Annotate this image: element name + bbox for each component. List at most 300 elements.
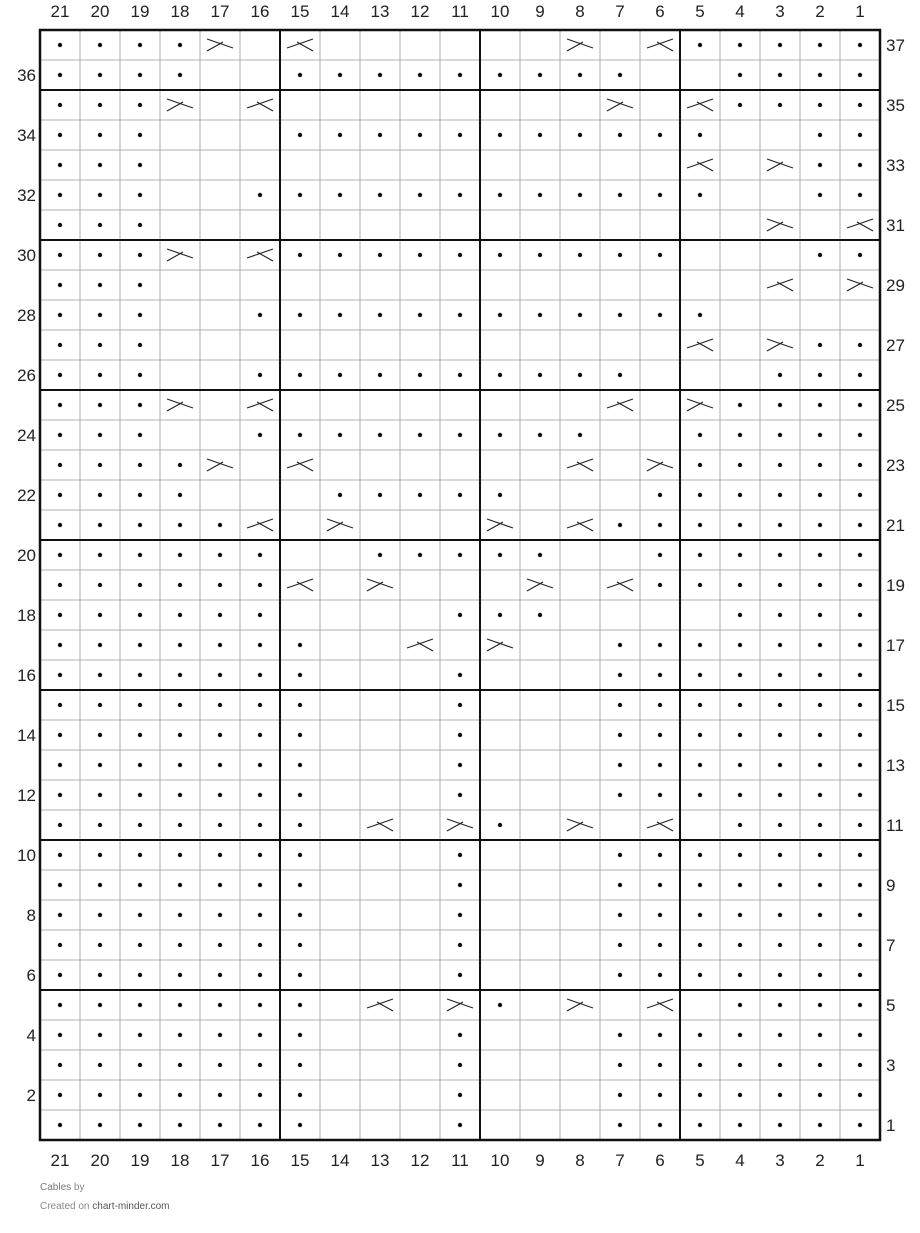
purl-dot	[218, 613, 222, 617]
purl-dot	[858, 193, 862, 197]
purl-dot	[738, 973, 742, 977]
column-number-bottom: 6	[655, 1151, 665, 1170]
purl-dot	[58, 313, 62, 317]
purl-dot	[618, 943, 622, 947]
purl-dot	[858, 943, 862, 947]
purl-dot	[298, 973, 302, 977]
row-number-right: 17	[886, 636, 905, 655]
column-number-bottom: 1	[855, 1151, 865, 1170]
purl-dot	[58, 793, 62, 797]
purl-dot	[258, 193, 262, 197]
purl-dot	[618, 853, 622, 857]
purl-dot	[698, 1033, 702, 1037]
purl-dot	[658, 1033, 662, 1037]
purl-dot	[538, 553, 542, 557]
purl-dot	[138, 883, 142, 887]
purl-dot	[858, 433, 862, 437]
purl-dot	[178, 673, 182, 677]
purl-dot	[218, 703, 222, 707]
purl-dot	[298, 253, 302, 257]
purl-dot	[658, 253, 662, 257]
purl-dot	[738, 763, 742, 767]
purl-dot	[698, 553, 702, 557]
row-number-right: 23	[886, 456, 905, 475]
purl-dot	[58, 1063, 62, 1067]
purl-dot	[138, 913, 142, 917]
purl-dot	[858, 253, 862, 257]
purl-dot	[258, 763, 262, 767]
row-number-left: 10	[17, 846, 36, 865]
purl-dot	[698, 193, 702, 197]
purl-dot	[618, 1033, 622, 1037]
purl-dot	[98, 553, 102, 557]
row-number-right: 21	[886, 516, 905, 535]
purl-dot	[58, 973, 62, 977]
purl-dot	[98, 43, 102, 47]
purl-dot	[418, 553, 422, 557]
purl-dot	[178, 733, 182, 737]
purl-dot	[138, 643, 142, 647]
purl-dot	[818, 253, 822, 257]
purl-dot	[538, 193, 542, 197]
purl-dot	[658, 673, 662, 677]
purl-dot	[458, 193, 462, 197]
purl-dot	[778, 43, 782, 47]
purl-dot	[458, 433, 462, 437]
purl-dot	[98, 313, 102, 317]
purl-dot	[378, 313, 382, 317]
purl-dot	[698, 1093, 702, 1097]
purl-dot	[178, 1003, 182, 1007]
purl-dot	[58, 343, 62, 347]
purl-dot	[178, 1123, 182, 1127]
purl-dot	[138, 463, 142, 467]
purl-dot	[858, 1033, 862, 1037]
purl-dot	[298, 913, 302, 917]
purl-dot	[738, 943, 742, 947]
row-number-left: 16	[17, 666, 36, 685]
purl-dot	[418, 73, 422, 77]
purl-dot	[658, 1063, 662, 1067]
purl-dot	[458, 763, 462, 767]
row-number-left: 32	[17, 186, 36, 205]
purl-dot	[418, 373, 422, 377]
column-number-bottom: 11	[451, 1151, 469, 1170]
purl-dot	[58, 883, 62, 887]
purl-dot	[138, 103, 142, 107]
purl-dot	[98, 253, 102, 257]
purl-dot	[258, 793, 262, 797]
purl-dot	[58, 733, 62, 737]
purl-dot	[258, 583, 262, 587]
purl-dot	[858, 883, 862, 887]
purl-dot	[658, 523, 662, 527]
purl-dot	[458, 883, 462, 887]
purl-dot	[858, 1063, 862, 1067]
purl-dot	[98, 343, 102, 347]
purl-dot	[618, 793, 622, 797]
row-number-right: 33	[886, 156, 905, 175]
purl-dot	[298, 1123, 302, 1127]
purl-dot	[778, 493, 782, 497]
purl-dot	[658, 973, 662, 977]
purl-dot	[138, 823, 142, 827]
row-number-left: 34	[17, 126, 36, 145]
column-number-bottom: 19	[130, 1151, 150, 1170]
purl-dot	[778, 763, 782, 767]
purl-dot	[298, 733, 302, 737]
purl-dot	[498, 493, 502, 497]
purl-dot	[778, 913, 782, 917]
purl-dot	[58, 673, 62, 677]
purl-dot	[858, 1003, 862, 1007]
purl-dot	[738, 1063, 742, 1067]
purl-dot	[818, 793, 822, 797]
purl-dot	[98, 583, 102, 587]
purl-dot	[298, 763, 302, 767]
purl-dot	[818, 883, 822, 887]
purl-dot	[298, 313, 302, 317]
purl-dot	[658, 553, 662, 557]
purl-dot	[458, 973, 462, 977]
purl-dot	[778, 1003, 782, 1007]
purl-dot	[818, 613, 822, 617]
purl-dot	[178, 583, 182, 587]
column-number-top: 10	[490, 2, 510, 21]
purl-dot	[178, 763, 182, 767]
row-number-right: 31	[886, 216, 905, 235]
row-number-left: 20	[17, 546, 36, 565]
purl-dot	[298, 673, 302, 677]
purl-dot	[378, 553, 382, 557]
purl-dot	[178, 913, 182, 917]
purl-dot	[858, 973, 862, 977]
purl-dot	[458, 1063, 462, 1067]
purl-dot	[98, 1123, 102, 1127]
purl-dot	[258, 1093, 262, 1097]
purl-dot	[858, 103, 862, 107]
purl-dot	[578, 73, 582, 77]
purl-dot	[778, 643, 782, 647]
purl-dot	[98, 643, 102, 647]
purl-dot	[138, 73, 142, 77]
column-number-bottom: 8	[575, 1151, 585, 1170]
purl-dot	[138, 853, 142, 857]
purl-dot	[178, 973, 182, 977]
purl-dot	[618, 73, 622, 77]
purl-dot	[538, 313, 542, 317]
purl-dot	[58, 853, 62, 857]
row-number-right: 37	[886, 36, 905, 55]
purl-dot	[338, 373, 342, 377]
purl-dot	[178, 553, 182, 557]
purl-dot	[138, 343, 142, 347]
purl-dot	[858, 643, 862, 647]
column-number-bottom: 15	[290, 1151, 310, 1170]
purl-dot	[98, 523, 102, 527]
purl-dot	[818, 1003, 822, 1007]
purl-dot	[98, 103, 102, 107]
row-number-left: 24	[17, 426, 36, 445]
purl-dot	[218, 883, 222, 887]
purl-dot	[658, 943, 662, 947]
column-number-bottom: 18	[170, 1151, 190, 1170]
purl-dot	[338, 313, 342, 317]
purl-dot	[458, 913, 462, 917]
column-number-bottom: 2	[815, 1151, 825, 1170]
purl-dot	[58, 1003, 62, 1007]
purl-dot	[618, 253, 622, 257]
purl-dot	[778, 613, 782, 617]
purl-dot	[658, 793, 662, 797]
purl-dot	[698, 913, 702, 917]
purl-dot	[138, 1123, 142, 1127]
purl-dot	[618, 1093, 622, 1097]
purl-dot	[498, 193, 502, 197]
purl-dot	[98, 883, 102, 887]
purl-dot	[58, 553, 62, 557]
purl-dot	[58, 913, 62, 917]
purl-dot	[538, 253, 542, 257]
purl-dot	[818, 583, 822, 587]
purl-dot	[98, 493, 102, 497]
purl-dot	[458, 1033, 462, 1037]
purl-dot	[338, 133, 342, 137]
purl-dot	[298, 643, 302, 647]
purl-dot	[218, 1123, 222, 1127]
purl-dot	[258, 553, 262, 557]
purl-dot	[98, 133, 102, 137]
purl-dot	[338, 253, 342, 257]
purl-dot	[298, 193, 302, 197]
purl-dot	[818, 763, 822, 767]
purl-dot	[258, 373, 262, 377]
purl-dot	[98, 1033, 102, 1037]
purl-dot	[58, 433, 62, 437]
purl-dot	[858, 493, 862, 497]
purl-dot	[258, 613, 262, 617]
purl-dot	[738, 793, 742, 797]
purl-dot	[498, 253, 502, 257]
purl-dot	[818, 1123, 822, 1127]
purl-dot	[538, 373, 542, 377]
purl-dot	[258, 823, 262, 827]
purl-dot	[738, 823, 742, 827]
purl-dot	[818, 133, 822, 137]
purl-dot	[658, 1093, 662, 1097]
purl-dot	[458, 73, 462, 77]
purl-dot	[738, 43, 742, 47]
purl-dot	[378, 493, 382, 497]
purl-dot	[618, 373, 622, 377]
purl-dot	[138, 613, 142, 617]
purl-dot	[458, 313, 462, 317]
purl-dot	[618, 133, 622, 137]
purl-dot	[298, 823, 302, 827]
purl-dot	[818, 733, 822, 737]
column-number-bottom: 3	[775, 1151, 785, 1170]
purl-dot	[778, 793, 782, 797]
purl-dot	[618, 523, 622, 527]
purl-dot	[578, 433, 582, 437]
purl-dot	[178, 43, 182, 47]
purl-dot	[178, 463, 182, 467]
purl-dot	[138, 163, 142, 167]
column-number-top: 2	[815, 2, 825, 21]
purl-dot	[818, 163, 822, 167]
purl-dot	[858, 793, 862, 797]
purl-dot	[418, 133, 422, 137]
purl-dot	[498, 553, 502, 557]
purl-dot	[98, 1093, 102, 1097]
purl-dot	[258, 703, 262, 707]
purl-dot	[58, 43, 62, 47]
purl-dot	[618, 973, 622, 977]
purl-dot	[418, 313, 422, 317]
purl-dot	[58, 163, 62, 167]
purl-dot	[58, 463, 62, 467]
purl-dot	[658, 763, 662, 767]
row-number-left: 30	[17, 246, 36, 265]
purl-dot	[58, 223, 62, 227]
footer-by: by	[73, 1182, 85, 1193]
purl-dot	[58, 643, 62, 647]
purl-dot	[818, 853, 822, 857]
purl-dot	[618, 1123, 622, 1127]
purl-dot	[298, 883, 302, 887]
purl-dot	[298, 1003, 302, 1007]
purl-dot	[778, 1093, 782, 1097]
purl-dot	[138, 793, 142, 797]
purl-dot	[138, 763, 142, 767]
purl-dot	[178, 823, 182, 827]
purl-dot	[658, 493, 662, 497]
purl-dot	[298, 853, 302, 857]
footer-site-link[interactable]: chart-minder.com	[92, 1201, 170, 1212]
purl-dot	[738, 853, 742, 857]
purl-dot	[218, 1063, 222, 1067]
purl-dot	[178, 1033, 182, 1037]
purl-dot	[218, 1033, 222, 1037]
purl-dot	[738, 583, 742, 587]
purl-dot	[98, 403, 102, 407]
column-number-bottom: 16	[250, 1151, 270, 1170]
purl-dot	[98, 283, 102, 287]
purl-dot	[258, 673, 262, 677]
purl-dot	[778, 943, 782, 947]
purl-dot	[458, 853, 462, 857]
purl-dot	[338, 493, 342, 497]
purl-dot	[378, 433, 382, 437]
purl-dot	[58, 943, 62, 947]
purl-dot	[58, 133, 62, 137]
purl-dot	[58, 763, 62, 767]
purl-dot	[858, 823, 862, 827]
purl-dot	[858, 1093, 862, 1097]
purl-dot	[818, 43, 822, 47]
purl-dot	[98, 763, 102, 767]
purl-dot	[738, 673, 742, 677]
purl-dot	[298, 433, 302, 437]
purl-dot	[138, 553, 142, 557]
purl-dot	[98, 913, 102, 917]
purl-dot	[218, 973, 222, 977]
purl-dot	[298, 73, 302, 77]
purl-dot	[818, 673, 822, 677]
purl-dot	[818, 373, 822, 377]
purl-dot	[538, 433, 542, 437]
column-number-top: 15	[290, 2, 310, 21]
purl-dot	[138, 133, 142, 137]
purl-dot	[258, 973, 262, 977]
purl-dot	[738, 493, 742, 497]
row-number-right: 9	[886, 876, 896, 895]
purl-dot	[658, 1123, 662, 1127]
purl-dot	[458, 793, 462, 797]
purl-dot	[578, 193, 582, 197]
purl-dot	[418, 433, 422, 437]
purl-dot	[858, 853, 862, 857]
purl-dot	[698, 703, 702, 707]
column-number-bottom: 5	[695, 1151, 705, 1170]
purl-dot	[818, 643, 822, 647]
purl-dot	[818, 823, 822, 827]
purl-dot	[98, 1003, 102, 1007]
purl-dot	[818, 433, 822, 437]
purl-dot	[658, 883, 662, 887]
purl-dot	[858, 373, 862, 377]
purl-dot	[218, 943, 222, 947]
purl-dot	[698, 313, 702, 317]
row-number-left: 12	[17, 786, 36, 805]
purl-dot	[258, 313, 262, 317]
purl-dot	[778, 73, 782, 77]
purl-dot	[778, 583, 782, 587]
row-number-left: 14	[17, 726, 36, 745]
purl-dot	[58, 283, 62, 287]
purl-dot	[858, 343, 862, 347]
column-number-top: 13	[370, 2, 390, 21]
purl-dot	[818, 103, 822, 107]
purl-dot	[298, 1093, 302, 1097]
purl-dot	[178, 523, 182, 527]
purl-dot	[218, 913, 222, 917]
purl-dot	[698, 433, 702, 437]
purl-dot	[578, 133, 582, 137]
row-number-right: 3	[886, 1056, 896, 1075]
purl-dot	[698, 583, 702, 587]
purl-dot	[58, 73, 62, 77]
purl-dot	[58, 373, 62, 377]
purl-dot	[58, 823, 62, 827]
purl-dot	[738, 553, 742, 557]
purl-dot	[138, 493, 142, 497]
purl-dot	[218, 853, 222, 857]
purl-dot	[858, 73, 862, 77]
purl-dot	[378, 193, 382, 197]
purl-dot	[818, 493, 822, 497]
purl-dot	[858, 523, 862, 527]
purl-dot	[138, 703, 142, 707]
purl-dot	[138, 43, 142, 47]
purl-dot	[58, 403, 62, 407]
purl-dot	[818, 523, 822, 527]
purl-dot	[58, 193, 62, 197]
purl-dot	[138, 583, 142, 587]
purl-dot	[658, 703, 662, 707]
purl-dot	[138, 223, 142, 227]
purl-dot	[378, 133, 382, 137]
